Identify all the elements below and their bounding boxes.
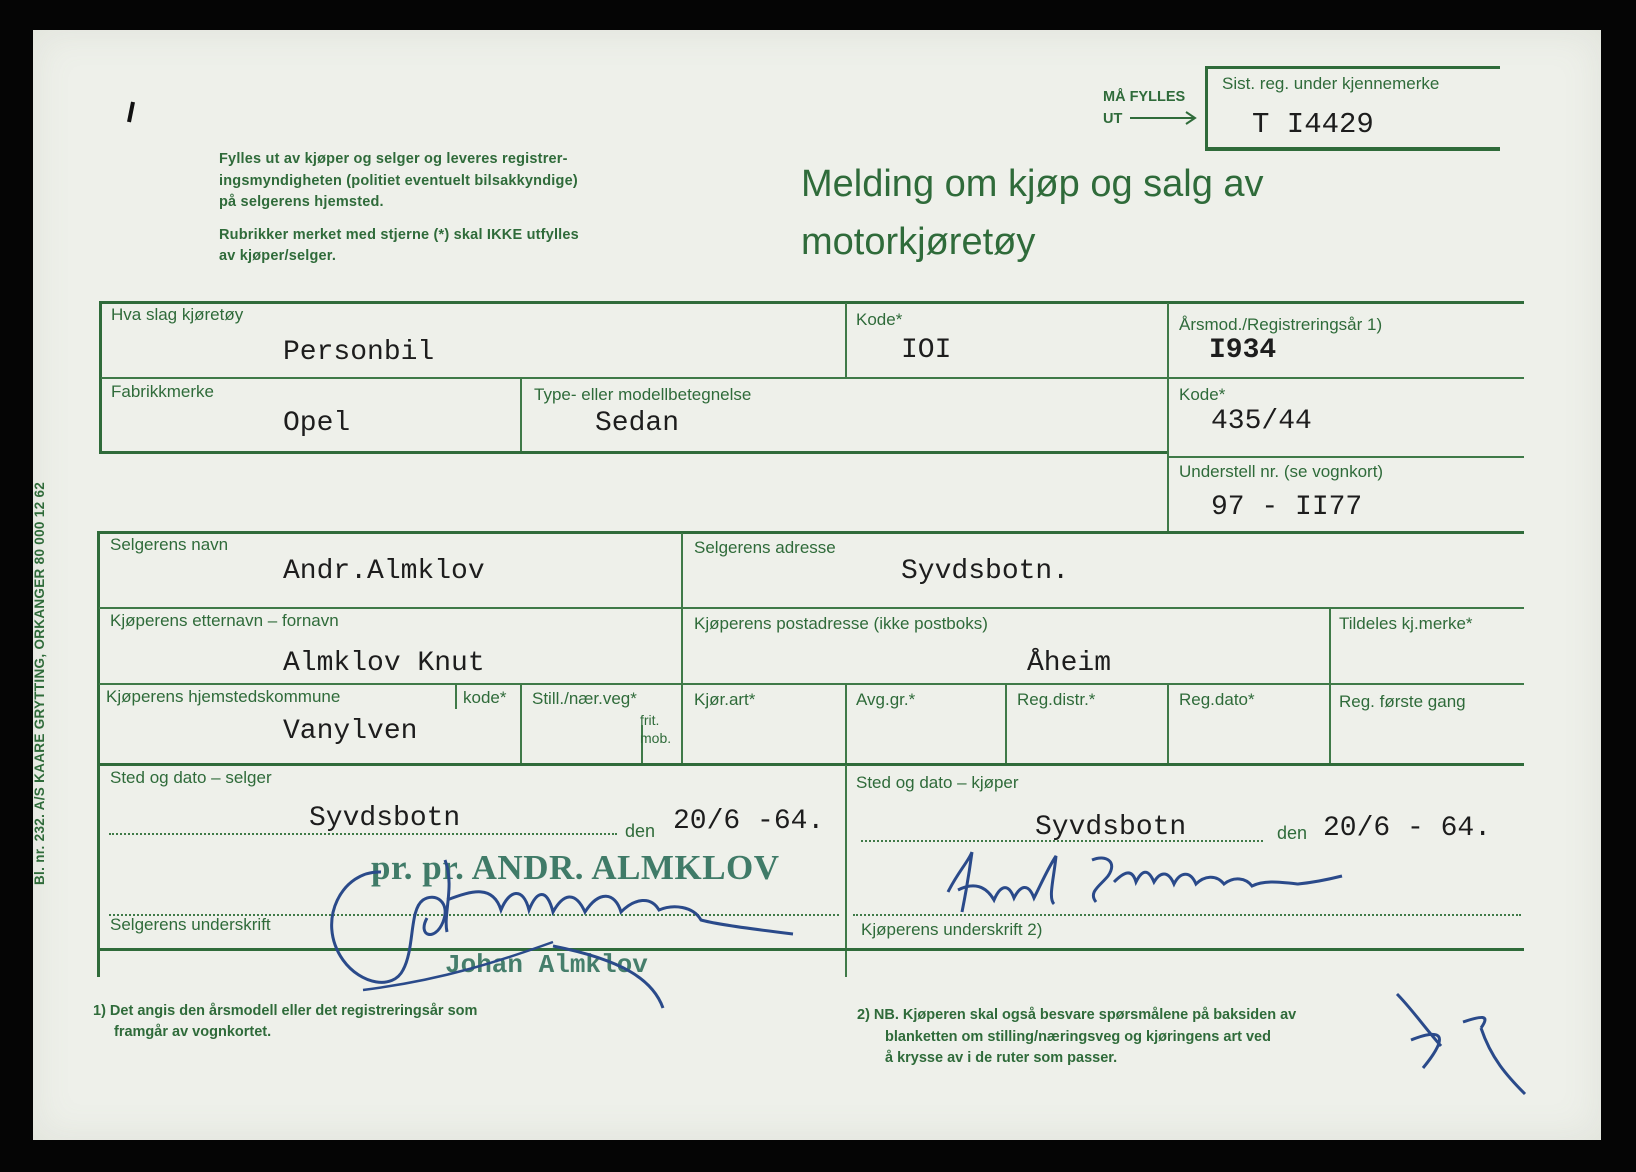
grid-line	[99, 763, 1524, 766]
pen-mark-bottom-right	[1391, 988, 1531, 1108]
grid-line	[1167, 685, 1169, 765]
vehicle-type-label: Hva slag kjøretøy	[111, 305, 244, 324]
mob-label: mob.	[640, 730, 672, 746]
footnote-line: blanketten om stilling/næringsveg og kjøringens art ved	[885, 1028, 1271, 1045]
occupation-label: Still./nær.veg*	[532, 689, 637, 708]
title-line-2: motorkjøretøy	[801, 221, 1036, 263]
buyer-address-label: Kjøperens postadresse (ikke postboks)	[694, 614, 988, 633]
must-fill-line-1: MÅ FYLLES	[1103, 89, 1186, 105]
first-reg-label: Reg. første gang	[1339, 692, 1466, 711]
grid-line	[99, 607, 1524, 609]
grid-line	[99, 301, 1524, 304]
seller-signature-drawing	[323, 830, 813, 1010]
vehicle-type-value[interactable]: Personbil	[283, 337, 435, 368]
instruction-line: Rubrikker merket med stjerne (*) skal IKKE utfylles	[219, 226, 579, 243]
grid-line	[845, 303, 847, 377]
grid-line	[1005, 685, 1007, 765]
seller-signature-label: Selgerens underskrift	[110, 915, 271, 934]
form-card	[33, 30, 1601, 1140]
municipality-value[interactable]: Vanylven	[283, 716, 418, 747]
footnote-line: 2) NB. Kjøperen skal også besvare spørsmålene på baksiden av	[857, 1007, 1297, 1023]
buyer-signature-label: Kjøperens underskrift 2)	[861, 920, 1043, 939]
grid-line	[455, 685, 457, 709]
seller-date-value[interactable]: 20/6 -64.	[673, 806, 825, 837]
seller-name-value[interactable]: Andr.Almklov	[283, 556, 485, 587]
grid-line	[1167, 303, 1169, 533]
make-label: Fabrikkmerke	[111, 382, 214, 401]
year-label: Årsmod./Registreringsår 1)	[1179, 315, 1383, 334]
seller-address-value[interactable]: Syvdsbotn.	[901, 556, 1070, 587]
reg-date-label: Reg.dato*	[1179, 690, 1255, 709]
model-value[interactable]: Sedan	[595, 408, 680, 439]
grid-line	[681, 533, 683, 765]
driving-type-label: Kjør.art*	[694, 690, 756, 709]
arrow-right-icon	[1128, 110, 1200, 126]
footnote-line: 1) Det angis den årsmodell eller det registreringsår som	[93, 1003, 478, 1019]
reg-district-label: Reg.distr.*	[1017, 690, 1096, 709]
kode-label: Kode*	[856, 310, 903, 329]
make-value[interactable]: Opel	[283, 408, 351, 439]
grid-line	[520, 379, 522, 453]
grid-line	[520, 685, 522, 765]
must-fill-line-2: UT	[1103, 111, 1123, 127]
grid-line	[845, 765, 847, 977]
tax-group-label: Avg.gr.*	[856, 690, 916, 709]
seller-name-label: Selgerens navn	[110, 535, 229, 554]
last-reg-label: Sist. reg. under kjennemerke	[1222, 74, 1440, 93]
last-reg-value[interactable]: T I4429	[1252, 108, 1374, 141]
place-date-buyer-label: Sted og dato – kjøper	[856, 773, 1019, 792]
grid-line	[101, 377, 1524, 379]
pen-mark-top-left	[123, 98, 143, 126]
name-stamp: Johan Almklov	[445, 950, 648, 980]
grid-line	[1169, 456, 1524, 458]
form-title	[801, 155, 1264, 271]
instruction-line: av kjøper/selger.	[219, 248, 337, 264]
grid-line	[99, 451, 1167, 454]
kode-municipality-label: kode*	[463, 688, 507, 707]
grid-line	[97, 531, 1524, 534]
grid-line	[845, 685, 847, 765]
seller-stamp: pr. pr. ANDR. ALMKLOV	[371, 848, 780, 887]
seller-place-value[interactable]: Syvdsbotn	[309, 803, 461, 834]
instruction-line: på selgerens hjemsted.	[219, 194, 384, 210]
footnote-line: framgår av vognkortet.	[114, 1024, 272, 1040]
buyer-place-value[interactable]: Syvdsbotn	[1035, 812, 1187, 843]
kode2-value[interactable]: 435/44	[1211, 406, 1312, 437]
seller-address-label: Selgerens adresse	[694, 538, 836, 557]
model-label: Type- eller modellbetegnelse	[534, 385, 752, 404]
title-line-1: Melding om kjøp og salg av	[801, 163, 1264, 205]
footnote-line: å krysse av i de ruter som passer.	[885, 1050, 1118, 1066]
municipality-label: Kjøperens hjemstedskommune	[106, 687, 341, 706]
grid-line	[97, 531, 100, 977]
kode-value[interactable]: IOI	[901, 335, 952, 366]
grid-line	[1329, 609, 1331, 765]
footnote-2	[857, 1005, 1296, 1070]
den-buyer-label: den	[1277, 823, 1308, 843]
buyer-name-value[interactable]: Almklov Knut	[283, 648, 485, 679]
kode2-label: Kode*	[1179, 385, 1226, 404]
year-value[interactable]: I934	[1209, 335, 1277, 366]
chassis-value[interactable]: 97 - II77	[1211, 492, 1363, 523]
buyer-address-value[interactable]: Åheim	[1027, 648, 1112, 679]
frit-label: frit.	[640, 712, 660, 728]
den-seller-label: den	[625, 821, 656, 841]
footnote-1	[93, 1001, 477, 1043]
grid-line	[99, 683, 1524, 685]
buyer-signature-drawing	[928, 842, 1348, 922]
instruction-line: ingsmyndigheten (politiet eventuelt bilsakkyndige)	[219, 172, 578, 189]
instruction-line: Fylles ut av kjøper og selger og leveres registrer-	[219, 151, 568, 167]
instructions	[219, 149, 579, 268]
printer-imprint: Bl. nr. 232. A/S KAARE GRYTTING, ORKANGER 80 000 12 62	[32, 481, 47, 885]
assigned-plate-label: Tildeles kj.merke*	[1339, 614, 1473, 633]
last-reg-box	[1205, 66, 1500, 151]
place-date-seller-label: Sted og dato – selger	[110, 768, 272, 787]
buyer-name-label: Kjøperens etternavn – fornavn	[110, 611, 339, 630]
buyer-date-value[interactable]: 20/6 - 64.	[1323, 813, 1492, 844]
chassis-label: Understell nr. (se vognkort)	[1179, 462, 1384, 481]
